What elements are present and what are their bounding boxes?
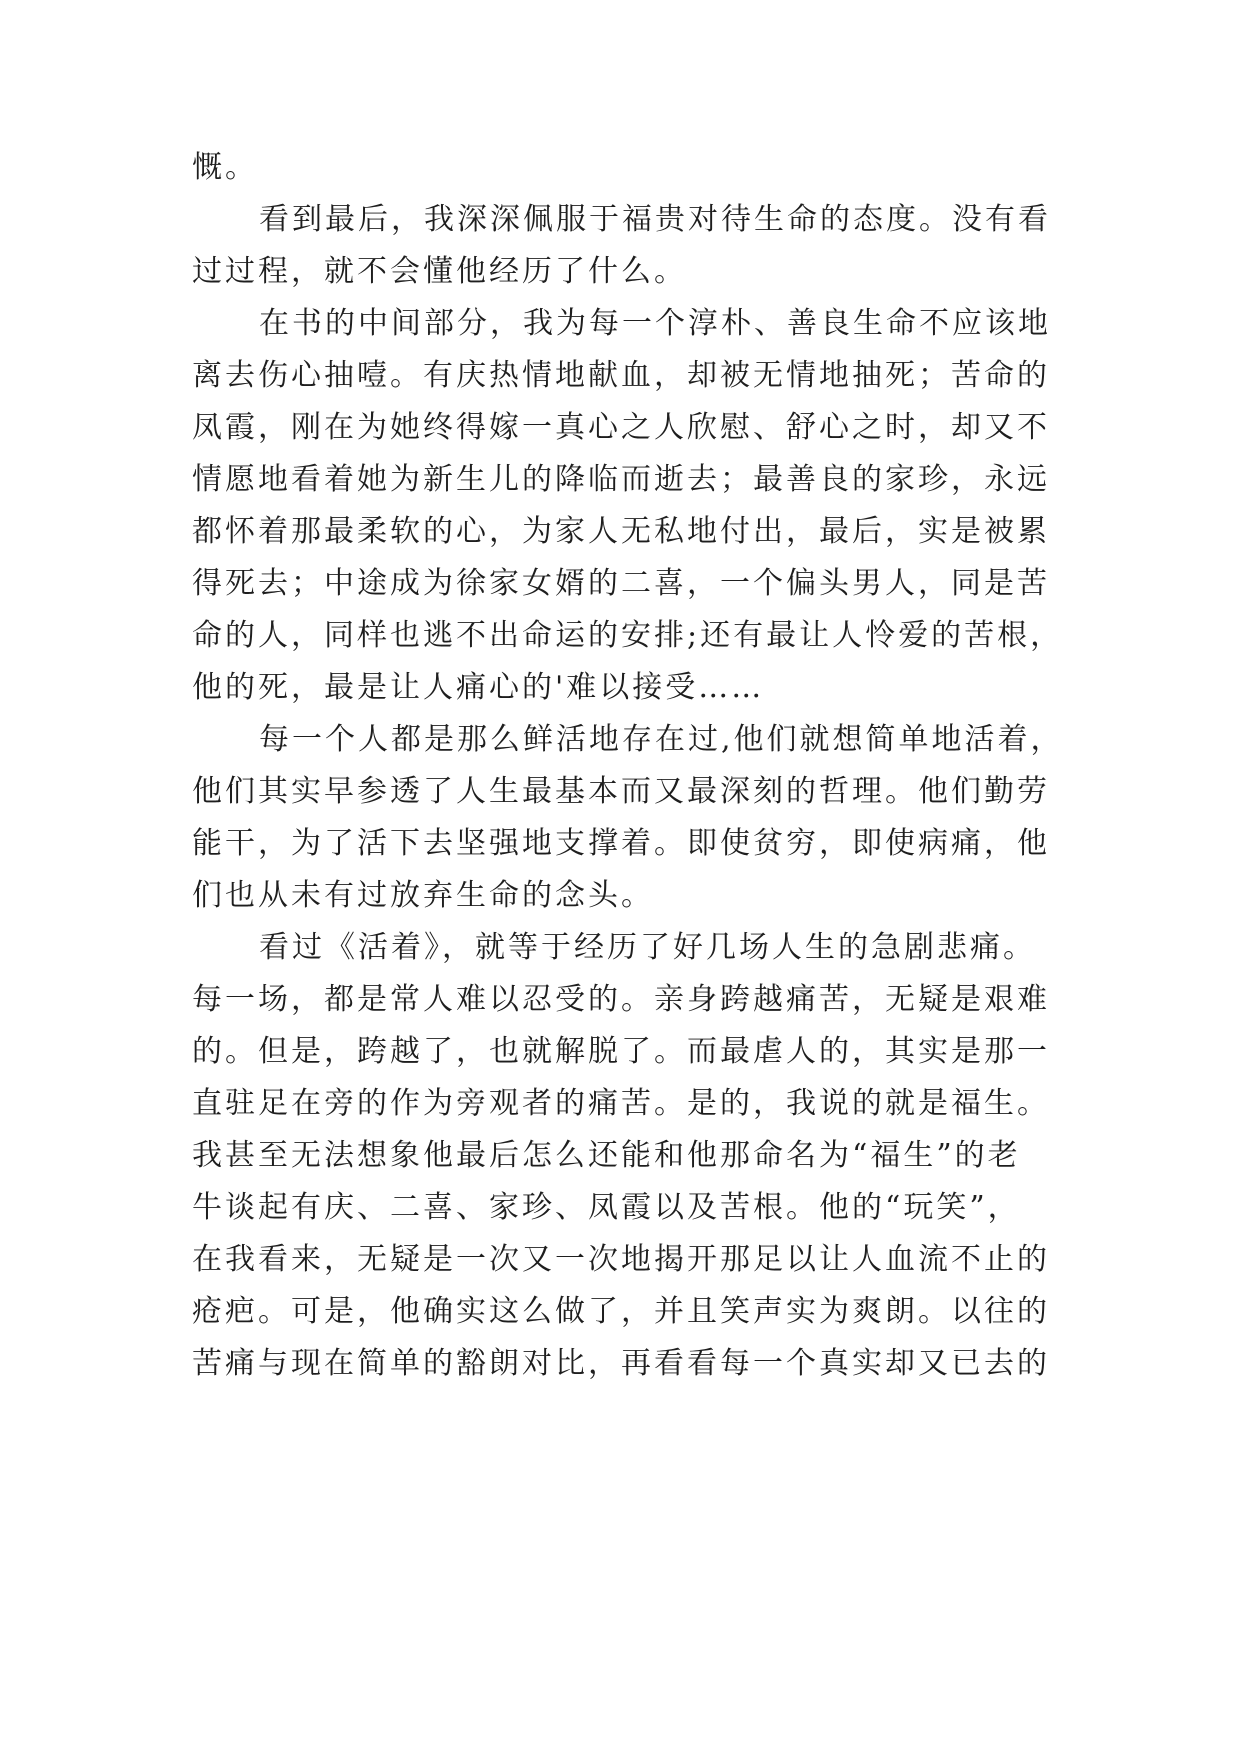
paragraph-start-line: 每一个人都是那么鲜活地存在过,他们就想简单地活着， xyxy=(259,722,1064,757)
text-line: 牛谈起有庆、二喜、家珍、凤霞以及苦根。他的“玩笑”， xyxy=(192,1190,1021,1225)
text-line: 的。但是，跨越了，也就解脱了。而最虐人的，其实是那一 xyxy=(192,1034,1050,1069)
text-line: 离去伤心抽噎。有庆热情地献血，却被无情地抽死；苦命的 xyxy=(192,358,1050,393)
text-line: 在我看来，无疑是一次又一次地揭开那足以让人血流不止的 xyxy=(192,1242,1050,1277)
text-line: 命的人，同样也逃不出命运的安排;还有最让人怜爱的苦根， xyxy=(192,618,1064,653)
text-line: 苦痛与现在简单的豁朗对比，再看看每一个真实却又已去的 xyxy=(192,1346,1050,1381)
text-line: 们也从未有过放弃生命的念头。 xyxy=(192,878,654,913)
paragraph-start-line: 看到最后，我深深佩服于福贵对待生命的态度。没有看 xyxy=(259,202,1051,237)
text-line: 他们其实早参透了人生最基本而又最深刻的哲理。他们勤劳 xyxy=(192,774,1050,809)
text-line: 每一场，都是常人难以忍受的。亲身跨越痛苦，无疑是艰难 xyxy=(192,982,1050,1017)
text-line: 凤霞，刚在为她终得嫁一真心之人欣慰、舒心之时，却又不 xyxy=(192,410,1050,445)
text-line: 得死去；中途成为徐家女婿的二喜，一个偏头男人，同是苦 xyxy=(192,566,1050,601)
text-line: 情愿地看着她为新生儿的降临而逝去；最善良的家珍，永远 xyxy=(192,462,1050,497)
text-line: 都怀着那最柔软的心，为家人无私地付出，最后，实是被累 xyxy=(192,514,1050,549)
text-line: 他的死，最是让人痛心的'难以接受…… xyxy=(192,670,765,705)
text-line: 疮疤。可是，他确实这么做了，并且笑声实为爽朗。以往的 xyxy=(192,1294,1050,1329)
text-line: 直驻足在旁的作为旁观者的痛苦。是的，我说的就是福生。 xyxy=(192,1086,1050,1121)
paragraph-start-line: 在书的中间部分，我为每一个淳朴、善良生命不应该地 xyxy=(259,306,1051,341)
text-line: 能干，为了活下去坚强地支撑着。即使贫穷，即使病痛，他 xyxy=(192,826,1050,861)
text-line: 过过程，就不会懂他经历了什么。 xyxy=(192,254,687,289)
text-line: 我甚至无法想象他最后怎么还能和他那命名为“福生”的老 xyxy=(192,1138,1021,1173)
text-line: 慨。 xyxy=(192,150,258,185)
paragraph-start-line: 看过《活着》，就等于经历了好几场人生的急剧悲痛。 xyxy=(259,930,1036,965)
